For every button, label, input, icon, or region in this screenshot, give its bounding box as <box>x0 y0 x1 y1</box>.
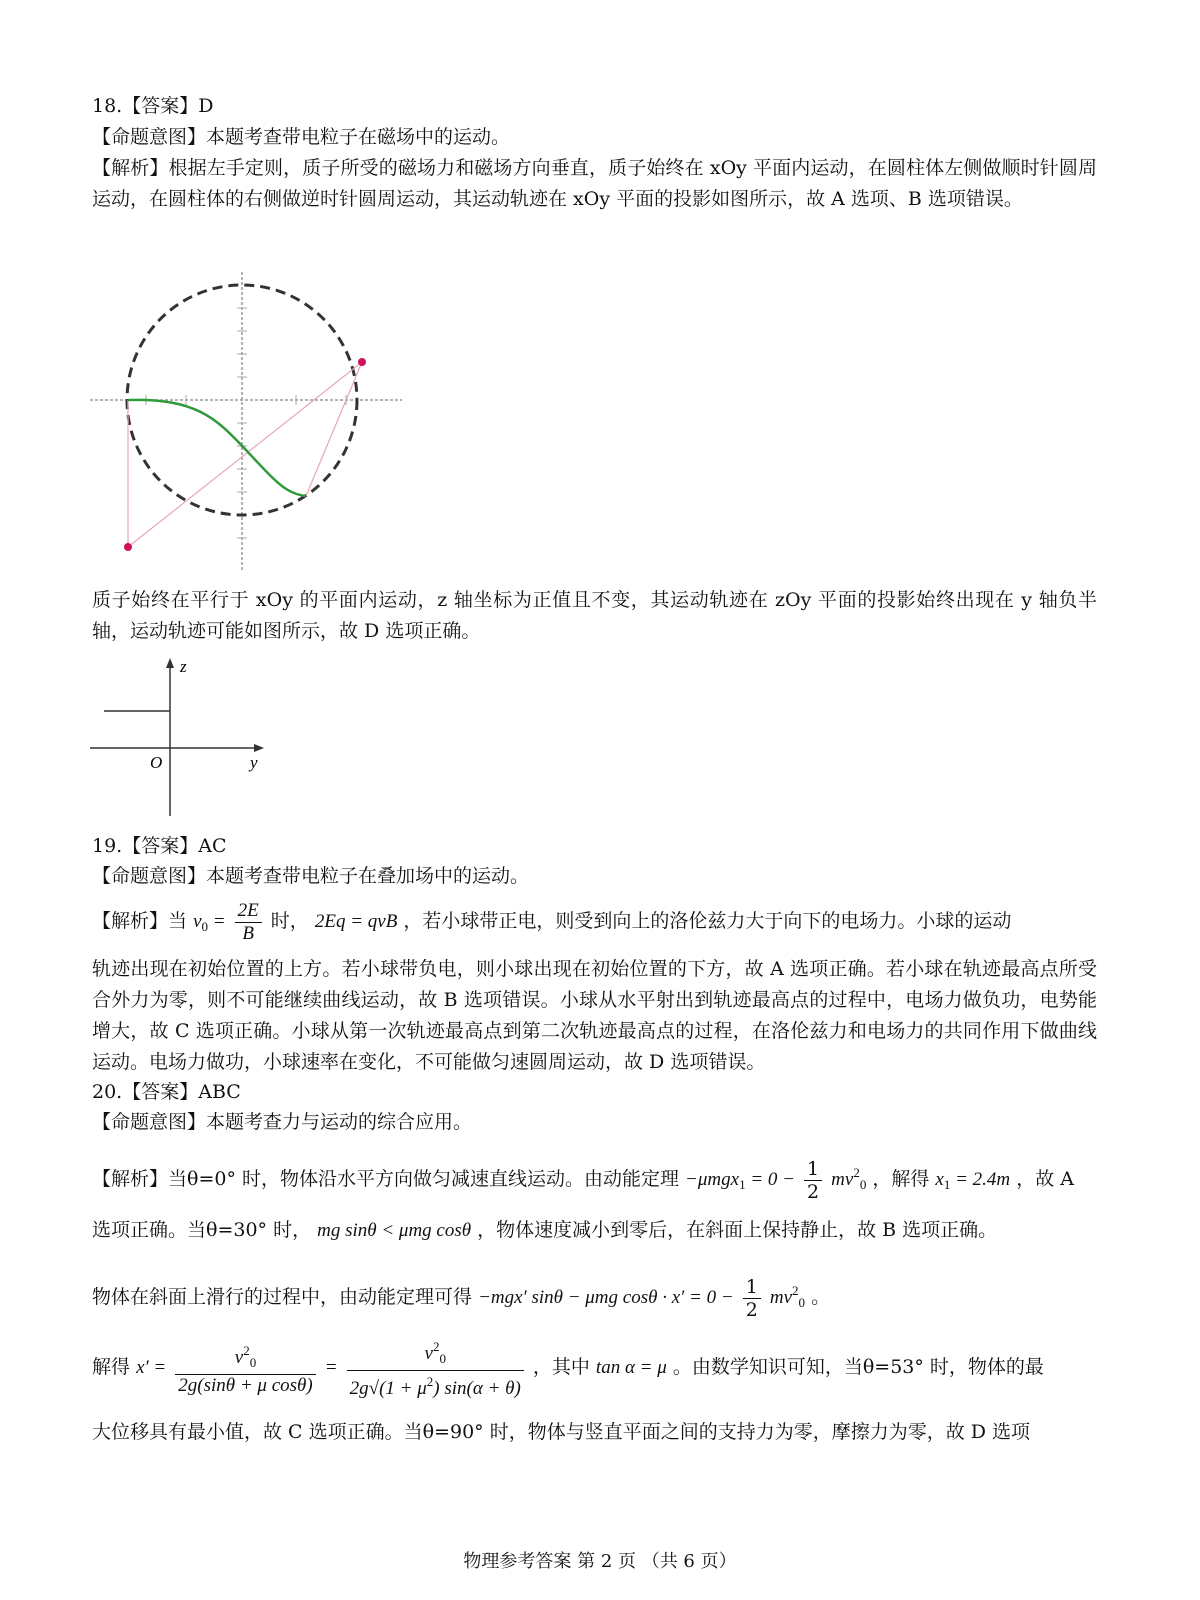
q20-line-5: 大位移具有最小值，故 C 选项正确。当θ=90° 时，物体与竖直平面之间的支持力为零，摩擦力为零，故 D 选项 <box>92 1421 1031 1443</box>
q20-line-1: 【解析】当θ=0° 时，物体沿水平方向做匀减速直线运动。由动能定理 −μmgx$_1$ = 0 − $\frac{1}{2}$ $mv^2_0$ ，解得 $x_1 = 2.4m$ ，故 A <box>92 1157 1074 1203</box>
trajectory-zoy-figure <box>88 658 268 818</box>
q20-answer: 20.【答案】ABC <box>92 1081 241 1103</box>
y-arrow-icon <box>254 744 264 752</box>
z-label: z <box>180 658 187 676</box>
guide-line <box>128 362 362 547</box>
formula-fraction: $\frac{2E}{B}$ <box>235 900 262 945</box>
q19-analysis-rest: 轨迹出现在初始位置的上方。若小球带负电，则小球出现在初始位置的下方，故 A 选项正确。若小球在轨迹最高点所受合外力为零，则不可能继续曲线运动，故 B 选项错误。小球从水平射出到轨迹最高点的过程中，电场力做负功，电势能增大，故 C 选项正确。小球从第一次轨迹最高点到第二次轨迹最高点的过程，在洛伦兹力和电场力的共同作用下做曲线运动。电场力做功，小球速率在变化，不可能做匀速圆周运动，故 D 选项错误。 <box>92 958 1097 1073</box>
formula-tan-alpha: tan α = μ <box>595 1357 667 1378</box>
trajectory-xoy-figure <box>86 268 406 574</box>
origin-label: O <box>150 753 163 772</box>
q18-answer: 18.【答案】D <box>92 95 214 117</box>
q20-line-4: 解得 x′ = $\frac{v^2_0}{\text{2g(sinθ + μ cosθ)}}$ = $\frac{v^2_0}{2g√(1 + \mu^2) \sin(\alpha + \theta)}$ ，其中 tan α = μ 。由数学知识可知，当θ=53° 时，物体的最 <box>92 1336 1097 1400</box>
z-arrow-icon <box>166 658 174 668</box>
formula-xprime-1: $\frac{v^2_0}{\text{2g(sinθ + μ cosθ)}}$ <box>175 1340 315 1397</box>
y-label: y <box>250 753 258 772</box>
q20-line-2: 选项正确。当θ=30° 时， mg sinθ < μmg cosθ ，物体速度减小到零后，在斜面上保持静止，故 B 选项正确。 <box>92 1219 998 1241</box>
page-footer: 物理参考答案 第 2 页 （共 6 页） <box>463 1551 737 1572</box>
q19-answer: 19.【答案】AC <box>92 835 227 857</box>
formula-work-energy-1: −μmgx$_1$ = 0 − <box>685 1169 795 1192</box>
axis-ticks <box>146 308 346 538</box>
point-marker <box>124 543 132 551</box>
formula-work-energy-2: −mgx′ sinθ − μmg cosθ · x′ = 0 − <box>478 1287 734 1308</box>
formula-v0: $v_0$ = <box>193 911 226 934</box>
point-marker <box>358 358 366 366</box>
q20-intent: 【命题意图】本题考查力与运动的综合应用。 <box>92 1111 473 1133</box>
q18-analysis-2: 质子始终在平行于 xOy 的平面内运动，z 轴坐标为正值且不变，其运动轨迹在 zOy 平面的投影始终出现在 y 轴负半轴，运动轨迹可能如图所示，故 D 选项正确。 <box>92 589 1097 642</box>
formula-xprime-2: $\frac{v^2_0}{2g√(1 + \mu^2) \sin(\alpha + \theta)}$ <box>347 1336 524 1400</box>
q19-intent: 【命题意图】本题考查带电粒子在叠加场中的运动。 <box>92 865 530 887</box>
q18-analysis-1: 【解析】根据左手定则，质子所受的磁场力和磁场方向垂直，质子始终在 xOy 平面内运动，在圆柱体左侧做顺时针圆周运动，在圆柱体的右侧做逆时针圆周运动，其运动轨迹在 xOy 平面的投影如图所示，故 A 选项、B 选项错误。 <box>92 157 1097 210</box>
formula-force-balance: 2Eq = qvB <box>314 911 398 932</box>
trajectory-curve <box>128 400 306 496</box>
q19-analysis-first-line: 【解析】当 $v_0$ = $\frac{2E}{B}$ 时， 2Eq = qvB ，若小球带正电，则受到向上的洛伦兹力大于向下的电场力。小球的运动 <box>92 899 1012 944</box>
q18-intent: 【命题意图】本题考查带电粒子在磁场中的运动。 <box>92 126 511 148</box>
formula-inequality: mg sinθ < μmg cosθ <box>317 1220 472 1241</box>
formula-x1: $x_1 = 2.4m$ <box>935 1169 1011 1192</box>
q20-line-3: 物体在斜面上滑行的过程中，由动能定理可得 −mgx′ sinθ − μmg cosθ · x′ = 0 − $\frac{1}{2}$ $mv^2_0$ 。 <box>92 1275 831 1321</box>
guide-line <box>306 362 362 496</box>
